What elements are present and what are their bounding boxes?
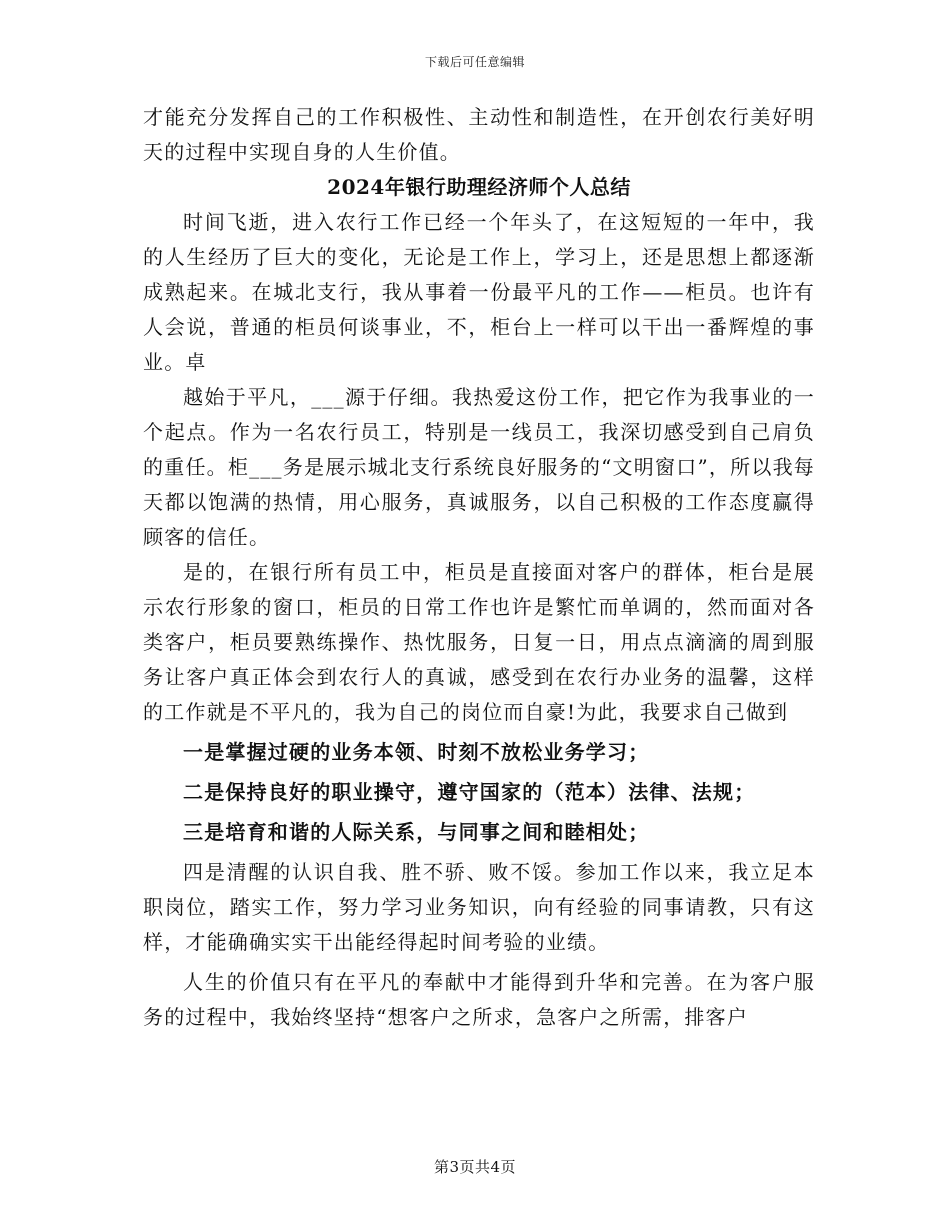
paragraph-continuation: 才能充分发挥自己的工作积极性、主动性和制造性，在开创农行美好明天的过程中实现自身的人生价值。	[143, 105, 815, 164]
page-header: 下载后可任意编辑	[424, 55, 525, 69]
list-item-bold: 三是培育和谐的人际关系，与同事之间和睦相处；	[183, 820, 650, 844]
document-body	[143, 100, 815, 1035]
paragraph: 人生的价值只有在平凡的奉献中才能得到升华和完善。在为客户服务的过程中，我始终坚持“想客户之所求，急客户之所需，排客户	[143, 970, 815, 1029]
section-title: 2024年银行助理经济师个人总结	[327, 175, 631, 199]
paragraph: 四是清醒的认识自我、胜不骄、败不馁。参加工作以来，我立足本职岗位，踏实工作，努力学习业务知识，向有经验的同事请教，只有这样，才能确确实实干出能经得起时间考验的业绩。	[143, 860, 815, 954]
paragraph: 是的，在银行所有员工中，柜员是直接面对客户的群体，柜台是展示农行形象的窗口，柜员的日常工作也许是繁忙而单调的，然而面对各类客户，柜员要熟练操作、热忱服务，日复一日，用点点滴滴的周到服务让客户真正体会到农行人的真诚，感受到在农行办业务的温馨，这样的工作就是不平凡的，我为自己的岗位而自豪!为此，我要求自己做到	[143, 560, 815, 724]
page-footer: 第3页共4页	[433, 1158, 517, 1176]
paragraph: 越始于平凡，___源于仔细。我热爱这份工作，把它作为我事业的一个起点。作为一名农行员工，特别是一线员工，我深切感受到自己肩负的重任。柜___务是展示城北支行系统良好服务的“文明窗口”，所以我每天都以饱满的热情，用心服务，真诚服务，以自己积极的工作态度赢得顾客的信任。	[143, 385, 815, 549]
list-item-bold: 二是保持良好的职业操守，遵守国家的（范本）法律、法规；	[183, 780, 756, 804]
list-item-bold: 一是掌握过硬的业务本领、时刻不放松业务学习；	[183, 740, 650, 764]
paragraph: 时间飞逝，进入农行工作已经一个年头了，在这短短的一年中，我的人生经历了巨大的变化，无论是工作上，学习上，还是思想上都逐渐成熟起来。在城北支行，我从事着一份最平凡的工作——柜员。也许有人会说，普通的柜员何谈事业，不，柜台上一样可以干出一番辉煌的事业。卓	[143, 210, 815, 374]
